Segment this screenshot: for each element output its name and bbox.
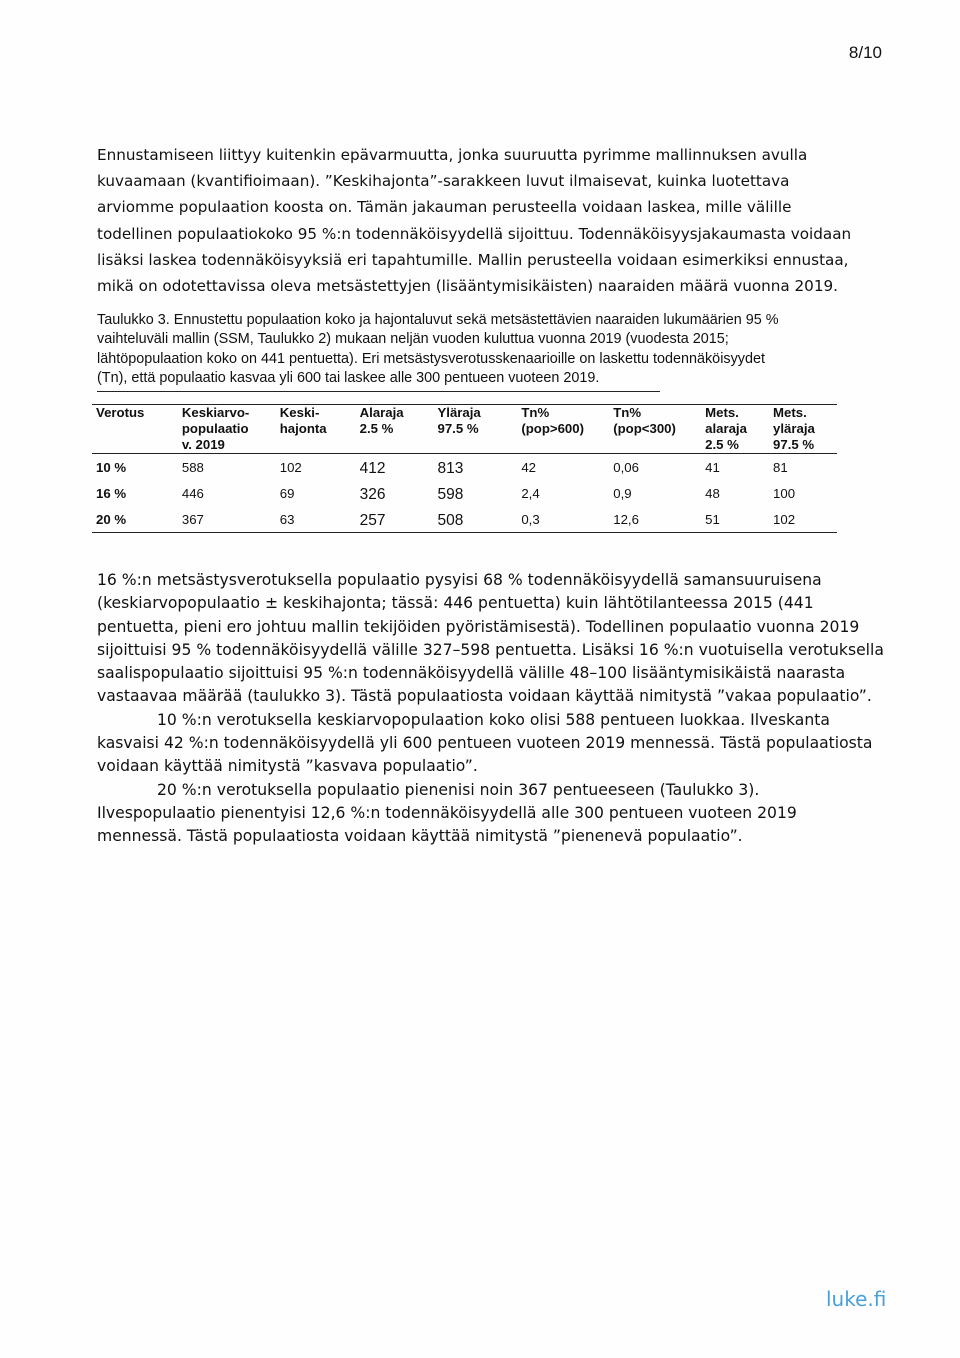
cell: 326 (359, 485, 386, 503)
cell: 48 (705, 485, 720, 501)
cell: 81 (773, 459, 788, 475)
cell-verotus: 10 % (96, 459, 127, 475)
cell: 257 (356, 506, 434, 533)
header-keskihajonta (276, 405, 356, 454)
intro-line: lisäksi laskea todennäköisyyksiä eri tapahtumille. Mallin perusteella voidaan esimerkiksi ennustaa, (97, 250, 849, 269)
cell: 63 (276, 506, 356, 533)
header-text: Mets. (705, 405, 739, 420)
intro-line: mikä on odotettavissa oleva metsästettyjen (lisääntymisikäisten) naaraiden määrä vuonna 2019. (97, 277, 838, 296)
header-text: 97.5 % (437, 421, 479, 436)
cell: 12,6 (609, 506, 701, 533)
header-verotus (92, 405, 178, 454)
cell: 412 (359, 459, 386, 477)
caption-divider (97, 391, 660, 392)
header-text: populaatio (181, 421, 249, 436)
header-keskiarvopopulaatio (178, 405, 276, 454)
body-line: kasvaisi 42 %:n todennäköisyydellä yli 600 pentueen vuoteen 2019 mennessä. Tästä populaatiosta (97, 734, 873, 753)
body-line: vastaavaa määrää (taulukko 3). Tästä populaatiosta voidaan käyttää nimitystä ”vakaa populaatio”. (97, 687, 872, 706)
body-line: voidaan käyttää nimitystä ”kasvava populaatio”. (97, 757, 478, 776)
header-tn-under-300 (609, 405, 701, 454)
body-line: 20 %:n verotuksella populaatio pienenisi noin 367 pentueeseen (Taulukko 3). (157, 780, 760, 799)
intro-line: arviomme populaation koosta on. Tämän jakauman perusteella voidaan laskea, mille välille (97, 198, 792, 217)
body-line: Ilvespopulaatio pienentyisi 12,6 %:n todennäköisyydellä alle 300 pentueen vuoteen 2019 (97, 803, 797, 822)
intro-paragraph (97, 142, 887, 299)
intro-line: Ennustamiseen liittyy kuitenkin epävarmuutta, jonka suuruutta pyrimme mallinnuksen avulla (97, 146, 808, 164)
cell: 41 (705, 459, 720, 475)
header-text: 97.5 % (773, 437, 815, 452)
header-text: Verotus (96, 405, 145, 420)
cell: 446 (181, 485, 204, 501)
cell: 102 (769, 506, 837, 533)
header-text: hajonta (279, 421, 327, 436)
header-text: Yläraja (437, 405, 481, 420)
caption-line: lähtöpopulaation koko on 441 pentuetta). Eri metsästysverotusskenaarioille on laskettu todennäköisyydet (97, 350, 765, 367)
header-text: alaraja (705, 421, 747, 436)
table-row (92, 506, 837, 533)
cell: 588 (181, 459, 204, 475)
page-number: 8/10 (848, 43, 882, 62)
body-paragraphs (97, 569, 897, 849)
header-text: v. 2019 (181, 437, 225, 452)
cell: 813 (437, 459, 464, 477)
cell: 51 (701, 506, 769, 533)
table-header-row (92, 405, 837, 454)
header-text: 2.5 % (359, 421, 394, 436)
cell: 598 (437, 485, 464, 503)
caption-line: (Tn), että populaatio kasvaa yli 600 tai laskee alle 300 pentueen vuoteen 2019. (97, 370, 600, 387)
cell: 102 (279, 459, 302, 475)
header-tn-over-600 (517, 405, 609, 454)
intro-line: kuvaamaan (kvantifioimaan). ”Keskihajonta”-sarakkeen luvut ilmaisevat, kuinka luotettava (97, 172, 790, 191)
cell-verotus: 20 % (92, 506, 178, 533)
header-ylaraja (434, 405, 518, 454)
table-row (92, 454, 837, 481)
header-text: (pop>600) (521, 421, 584, 436)
header-text: yläraja (773, 421, 815, 436)
header-text: (pop<300) (613, 421, 676, 436)
header-text: Keski- (279, 405, 320, 420)
cell: 0,06 (613, 459, 639, 475)
forecast-table (92, 404, 837, 533)
intro-line: todellinen populaatiokoko 95 %:n todennäköisyydellä sijoittuu. Todennäköisyysjakaumasta voidaan (97, 224, 852, 243)
header-text: Keskiarvo- (181, 405, 250, 420)
luke-logo: luke.fi (826, 1287, 887, 1311)
cell: 69 (279, 485, 295, 501)
cell: 2,4 (521, 485, 540, 501)
table-row (92, 480, 837, 506)
header-text: Tn% (521, 405, 550, 420)
cell-verotus: 16 % (96, 485, 127, 501)
cell: 508 (434, 506, 518, 533)
cell: 100 (773, 485, 796, 501)
body-line: saalispopulaatio sijoittuisi 95 %:n todennäköisyydellä välille 48–100 lisääntymisikäistä naarasta (97, 664, 846, 683)
header-text: Tn% (613, 405, 642, 420)
body-line: pentuetta, pieni ero johtuu mallin tekijöiden pyöristämisestä). Todellinen populaatio vuonna 2019 (97, 617, 860, 636)
body-line: mennessä. Tästä populaatiosta voidaan käyttää nimitystä ”pienenevä populaatio”. (97, 827, 743, 846)
cell: 0,3 (517, 506, 609, 533)
body-line: sijoittuisi 95 % todennäköisyydellä välille 327–598 pentuetta. Lisäksi 16 %:n vuotuisella verotuksella (97, 640, 884, 659)
header-text: Mets. (773, 405, 807, 420)
body-line: 10 %:n verotuksella keskiarvopopulaation koko olisi 588 pentueen luokkaa. Ilveskanta (157, 710, 830, 729)
cell: 0,9 (613, 485, 632, 501)
body-line: (keskiarvopopulaatio ± keskihajonta; tässä: 446 pentuetta) kuin lähtötilanteessa 2015 (441 (97, 594, 814, 613)
header-mets-ylaraja (769, 405, 837, 454)
caption-line: Taulukko 3. Ennustettu populaation koko ja hajontaluvut sekä metsästettävien naaraiden lukumäärien 95 % (97, 312, 779, 328)
header-text: Alaraja (359, 405, 404, 420)
header-alaraja (356, 405, 434, 454)
table-caption (97, 311, 887, 389)
body-line: 16 %:n metsästysverotuksella populaatio pysyisi 68 % todennäköisyydellä samansuuruisena (97, 571, 822, 589)
cell: 367 (178, 506, 276, 533)
header-mets-alaraja (701, 405, 769, 454)
header-text: 2.5 % (705, 437, 739, 452)
cell: 42 (521, 459, 537, 475)
caption-line: vaihteluväli mallin (SSM, Taulukko 2) mukaan neljän vuoden kuluttua vuonna 2019 (vuodesta 2015; (97, 331, 729, 348)
